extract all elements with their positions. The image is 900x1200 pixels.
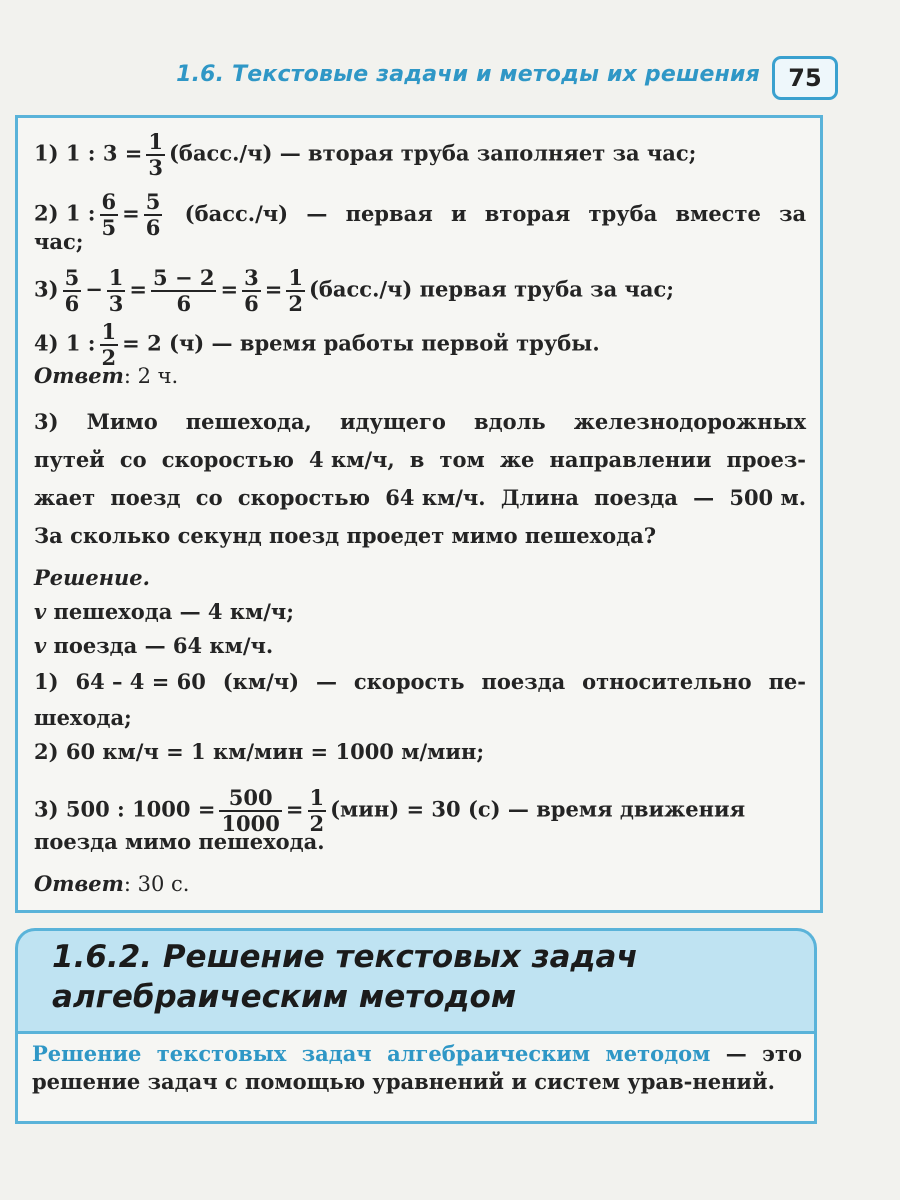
problem-3-line-3: жает поезд со скоростью 64 км/ч. Длина поезда — 500 м. — [34, 485, 807, 510]
running-head: 1.6. Текстовые задачи и методы их решения — [176, 62, 760, 87]
answer-3: Ответ: 30 с. — [34, 871, 190, 896]
sol3-step-3: 3) 500 : 1000 = $\frac{500}{1000}$ = $\frac{1}{2}$ (мин) = 30 (с) — время движения — [34, 785, 746, 836]
definition-term: Решение текстовых задач алгебраическим методом — [32, 1041, 711, 1066]
fraction: $\frac{1}{3}$ — [108, 265, 124, 316]
sol3-step-2: 2) 60 км/ч = 1 км/мин = 1000 м/мин; — [34, 739, 485, 764]
step-4: 4) 1 : $\frac{1}{2}$ = 2 (ч) — время работы первой трубы. — [34, 319, 600, 370]
definition-body: — это решение задач с помощью уравнений и систем урав-нений. — [32, 1041, 802, 1094]
step-2: 2) 1 : $\frac{6}{5}$ = $\frac{5}{6}$ (басс./ч) — первая и вторая труба вместе за — [34, 189, 807, 240]
fraction: $\frac{3}{6}$ — [244, 265, 259, 316]
sol3-step-1: 1) 64 – 4 = 60 (км/ч) — скорость поезда относительно пе- — [34, 669, 807, 694]
fraction: $\frac{1}{2}$ — [309, 785, 325, 836]
problem-3-line-4: За сколько секунд поезд проедет мимо пешехода? — [34, 523, 657, 548]
speed-pedestrian: v пешехода — 4 км/ч; — [34, 599, 295, 624]
section-title: 1.6.2. Решение текстовых задач алгебраическим методом — [52, 939, 638, 1015]
problem-3-line-1: 3) Мимо пешехода, идущего вдоль железнодорожных — [34, 409, 807, 434]
fraction: $\frac{1}{2}$ — [288, 265, 303, 316]
fraction: $\frac{5}{6}$ — [64, 265, 80, 316]
definition-text — [32, 1040, 802, 1096]
page-header — [0, 52, 900, 102]
problem-3-line-2: путей со скоростью 4 км/ч, в том же направлении проез- — [34, 447, 807, 472]
definition-box — [15, 1031, 817, 1124]
answer-1: Ответ: 2 ч. — [34, 363, 179, 388]
fraction: $\frac{6}{5}$ — [101, 189, 117, 240]
fraction: $\frac{1}{2}$ — [101, 319, 117, 370]
fraction: $\frac{5}{6}$ — [145, 189, 161, 240]
speed-train: v поезда — 64 км/ч. — [34, 633, 274, 658]
sol3-step-3-cont: поезда мимо пешехода. — [34, 829, 325, 854]
fraction: $\frac{5 - 2}{6}$ — [153, 265, 215, 316]
solution-label: Решение. — [34, 565, 150, 590]
page-number: 75 — [772, 56, 838, 100]
sol3-step-1-cont: шехода; — [34, 705, 132, 730]
step-1: 1) 1 : 3 = $\frac{1}{3}$ (басс./ч) — вторая труба заполняет за час; — [34, 129, 697, 180]
step-3: 3) $\frac{5}{6}$ − $\frac{1}{3}$ = $\frac{5 - 2}{6}$ = $\frac{3}{6}$ = $\frac{1}{2}$ (басс./ч) первая труба за час; — [34, 265, 675, 316]
fraction: $\frac{1}{3}$ — [148, 129, 163, 180]
fraction: $\frac{500}{1000}$ — [221, 785, 280, 836]
section-header — [15, 928, 817, 1034]
step-2-cont: час; — [34, 229, 84, 254]
